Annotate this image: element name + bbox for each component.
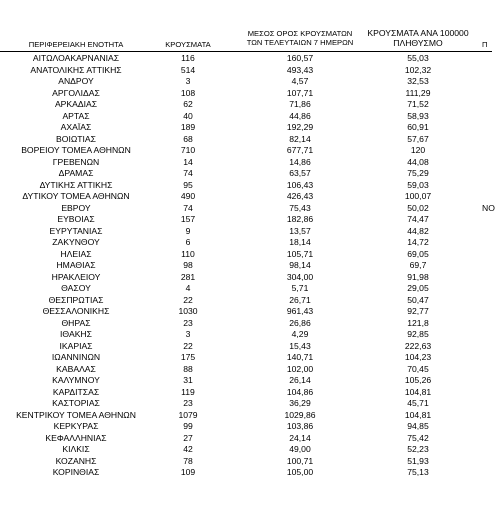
- cell-average-7-days: 4,57: [291, 76, 309, 86]
- cell-average-7-days: 105,00: [286, 467, 314, 477]
- cell-average-7-days: 102,00: [286, 363, 314, 374]
- cell-cases: 98: [183, 260, 193, 270]
- cell-cases: 88: [183, 363, 193, 374]
- cell-cases-per-100k: 75,42: [407, 432, 429, 443]
- cell-cases: 119: [181, 386, 195, 397]
- cell-region: ΑΙΤΩΛΟΑΚΑΡΝΑΝΙΑΣ: [32, 53, 120, 63]
- table-row: [0, 145, 492, 157]
- cell-average-7-days: 24,14: [289, 432, 311, 443]
- table-row: [0, 237, 492, 249]
- cell-region: ΘΑΣΟΥ: [61, 283, 91, 293]
- header-region: ΠΕΡΙΦΕΡΕΙΑΚΗ ΕΝΟΤΗΤΑ: [28, 40, 124, 49]
- header-average-line-1: ΜΕΣΟΣ ΟΡΟΣ ΚΡΟΥΣΜΑΤΩΝ: [247, 29, 353, 38]
- table-row: [0, 444, 492, 456]
- cell-region: ΑΝΔΡΟΥ: [58, 76, 94, 86]
- cell-cases: 3: [185, 76, 191, 86]
- cell-average-7-days: 140,71: [286, 352, 314, 362]
- cell-cases: 109: [180, 467, 196, 477]
- cell-cases-per-100k: 55,03: [407, 53, 429, 63]
- header-divider: [0, 51, 492, 52]
- table-row: [0, 272, 492, 284]
- cell-average-7-days: 75,43: [289, 202, 311, 213]
- cell-cases: 175: [180, 352, 196, 362]
- cell-cases: 490: [180, 191, 196, 201]
- table-row: [0, 122, 492, 134]
- cell-cases-per-100k: 59,03: [407, 179, 429, 190]
- cell-cases-per-100k: 57,67: [407, 133, 429, 144]
- table-row: [0, 260, 492, 272]
- cell-cases-per-100k: 32,53: [407, 76, 429, 86]
- cell-cases-per-100k: 91,98: [407, 271, 429, 282]
- cell-region: ΓΡΕΒΕΝΩΝ: [52, 156, 100, 167]
- table-row: [0, 329, 492, 341]
- cell-cases: 99: [183, 421, 193, 431]
- cell-region: ΚΑΛΥΜΝΟΥ: [52, 375, 100, 385]
- cell-cases-per-100k: 75,13: [407, 467, 429, 477]
- cell-average-7-days: 304,00: [286, 271, 314, 282]
- cell-cases-per-100k: 74,47: [407, 214, 429, 224]
- cell-region: ΑΡΚΑΔΙΑΣ: [54, 99, 98, 109]
- header-per-100k-line-1: ΚΡΟΥΣΜΑΤΑ ΑΝΑ 100000: [367, 28, 469, 38]
- cell-region: ΑΡΤΑΣ: [62, 110, 90, 121]
- cell-cases: 62: [183, 99, 193, 109]
- cell-average-7-days: 493,43: [286, 64, 314, 75]
- cell-average-7-days: 49,00: [289, 444, 311, 454]
- cell-cases-per-100k: 52,23: [407, 444, 429, 454]
- header-per-100k-line-2: ΠΛΗΘΥΣΜΟ: [393, 38, 443, 48]
- cell-cases: 31: [183, 375, 193, 385]
- cell-region: ΚΟΖΑΝΗΣ: [55, 455, 97, 466]
- cell-cases-per-100k: 92,77: [407, 306, 429, 316]
- table-row: [0, 433, 492, 445]
- cell-cases-per-100k: 94,85: [407, 421, 429, 431]
- table-row: [0, 168, 492, 180]
- header-cases-per-100k: [356, 28, 480, 48]
- cell-average-7-days: 5,71: [291, 283, 309, 293]
- cell-cases-per-100k: 121,8: [407, 317, 429, 328]
- cell-cases: 281: [180, 271, 196, 282]
- cell-region: ΚΕΡΚΥΡΑΣ: [53, 421, 99, 431]
- cell-average-7-days: 13,57: [289, 225, 311, 236]
- cell-average-7-days: 14,86: [289, 156, 311, 167]
- table-row: [0, 214, 492, 226]
- cell-region: ΕΒΡΟΥ: [61, 202, 91, 213]
- cell-cases-per-100k: 75,29: [407, 168, 429, 178]
- table-row: [0, 387, 492, 399]
- table-row: [0, 318, 492, 330]
- cell-region: ΘΕΣΣΑΛΟΝΙΚΗΣ: [42, 306, 110, 316]
- cell-cases-per-100k: 69,05: [407, 248, 429, 259]
- table-row: [0, 398, 492, 410]
- cell-cases: 710: [180, 145, 196, 155]
- cell-cases-per-100k: 29,05: [407, 283, 429, 293]
- cell-average-7-days: 26,71: [289, 294, 311, 305]
- cell-average-7-days: 1029,86: [284, 409, 316, 420]
- table-row: [0, 456, 492, 468]
- cell-cases: 514: [180, 64, 196, 75]
- cell-average-7-days: 426,43: [286, 191, 314, 201]
- cell-average-7-days: 44,86: [289, 110, 311, 121]
- cell-region: ΚΑΡΔΙΤΣΑΣ: [52, 386, 100, 397]
- cell-cases-per-100k: 44,08: [407, 156, 429, 167]
- cell-cases: 116: [181, 53, 195, 63]
- header-average-7-days: [244, 30, 356, 47]
- cell-cases-per-100k: 58,93: [407, 110, 429, 121]
- cell-cases-per-100k: 120: [410, 145, 426, 155]
- cell-cases-per-100k: 51,93: [407, 455, 429, 466]
- cell-cases-per-100k: 104,81: [404, 386, 432, 397]
- cell-cases-per-100k: 111,29: [405, 87, 431, 98]
- cell-region: ΘΗΡΑΣ: [61, 317, 91, 328]
- cell-cases: 3: [185, 329, 191, 339]
- cell-average-7-days: 104,86: [286, 386, 314, 397]
- table-row: [0, 364, 492, 376]
- cell-region: ΔΥΤΙΚΗΣ ΑΤΤΙΚΗΣ: [39, 179, 113, 190]
- cell-region: ΚΕΦΑΛΛΗΝΙΑΣ: [45, 432, 107, 443]
- cell-region: ΘΕΣΠΡΩΤΙΑΣ: [48, 294, 104, 305]
- cell-region: ΚΟΡΙΝΘΙΑΣ: [52, 467, 100, 477]
- cell-cases-per-100k: 14,72: [407, 237, 429, 247]
- cell-cases: 23: [183, 398, 193, 408]
- cell-region: ΗΛΕΙΑΣ: [60, 248, 92, 259]
- cell-cases: 95: [183, 179, 193, 190]
- cell-cases-per-100k: 44,82: [407, 225, 429, 236]
- cell-cases-per-100k: 104,81: [404, 409, 432, 420]
- cell-cases: 22: [183, 294, 193, 305]
- table-row: [0, 341, 492, 353]
- cell-region: ΚΑΣΤΟΡΙΑΣ: [52, 398, 100, 408]
- cell-region: ΙΚΑΡΙΑΣ: [59, 340, 93, 351]
- table-row: [0, 249, 492, 261]
- cell-region: ΚΑΒΑΛΑΣ: [56, 363, 96, 374]
- header-cases: ΚΡΟΥΣΜΑΤΑ: [165, 40, 211, 49]
- cell-region: ΙΩΑΝΝΙΝΩΝ: [51, 352, 101, 362]
- table-row: [0, 180, 492, 192]
- cell-region: ΕΥΒΟΙΑΣ: [57, 214, 95, 224]
- cell-average-7-days: 107,71: [286, 87, 314, 98]
- cell-cases: 6: [185, 237, 191, 247]
- table-row: [0, 88, 492, 100]
- table-row: [0, 134, 492, 146]
- cell-average-7-days: 71,86: [289, 99, 311, 109]
- cell-cases-per-100k: 222,63: [404, 340, 432, 351]
- cell-cases: 110: [181, 248, 195, 259]
- cell-cases: 40: [183, 110, 193, 121]
- cell-average-7-days: 82,14: [289, 133, 311, 144]
- cell-cases: 4: [185, 283, 191, 293]
- cell-average-7-days: 961,43: [286, 306, 314, 316]
- cell-cases-per-100k: 100,07: [404, 191, 432, 201]
- cell-cases: 22: [183, 340, 193, 351]
- table-row: [0, 53, 492, 65]
- cell-region: ΑΧΑΪΑΣ: [60, 122, 92, 132]
- cell-average-7-days: 106,43: [286, 179, 314, 190]
- cell-cases-per-100k: 45,71: [407, 398, 429, 408]
- cell-cases-per-100k: 71,52: [407, 99, 429, 109]
- cell-cases: 14: [183, 156, 193, 167]
- table-row: [0, 306, 492, 318]
- cell-cases-per-100k: 70,45: [407, 363, 429, 374]
- cell-cases-per-100k: 69,7: [409, 260, 427, 270]
- table-row: [0, 76, 492, 88]
- table-row: [0, 111, 492, 123]
- cell-average-7-days: 63,57: [289, 168, 311, 178]
- table-row: [0, 295, 492, 307]
- cell-cases: 27: [183, 432, 193, 443]
- cell-average-7-days: 677,71: [286, 145, 314, 155]
- cell-cases: 9: [185, 225, 191, 236]
- header-clipped-column: Π: [482, 40, 488, 49]
- cell-average-7-days: 98,14: [289, 260, 311, 270]
- table-row: [0, 283, 492, 295]
- cell-average-7-days: 26,86: [289, 317, 311, 328]
- cell-cases-per-100k: 102,32: [404, 64, 432, 75]
- table-row: [0, 352, 492, 364]
- cell-region: ΙΘΑΚΗΣ: [60, 329, 92, 339]
- cell-region: ΚΕΝΤΡΙΚΟΥ ΤΟΜΕΑ ΑΘΗΝΩΝ: [16, 409, 136, 420]
- cell-average-7-days: 26,14: [289, 375, 311, 385]
- cell-average-7-days: 15,43: [289, 340, 311, 351]
- cell-region: ΒΟΙΩΤΙΑΣ: [56, 133, 96, 144]
- cell-cases: 157: [180, 214, 196, 224]
- cell-average-7-days: 160,57: [286, 53, 314, 63]
- cell-cases-per-100k: 104,23: [404, 352, 432, 362]
- cell-average-7-days: 36,29: [289, 398, 311, 408]
- cell-region: ΑΝΑΤΟΛΙΚΗΣ ΑΤΤΙΚΗΣ: [30, 64, 122, 75]
- cell-region: ΒΟΡΕΙΟΥ ΤΟΜΕΑ ΑΘΗΝΩΝ: [21, 145, 131, 155]
- cell-region: ΔΥΤΙΚΟΥ ΤΟΜΕΑ ΑΘΗΝΩΝ: [22, 191, 130, 201]
- cell-cases-per-100k: 105,26: [404, 375, 432, 385]
- cell-region: ΔΡΑΜΑΣ: [58, 168, 94, 178]
- cell-cases: 68: [183, 133, 193, 144]
- table-row: [0, 467, 492, 479]
- cell-region: ΚΙΛΚΙΣ: [62, 444, 90, 454]
- table-row: [0, 421, 492, 433]
- cell-average-7-days: 18,14: [289, 237, 311, 247]
- cell-cases-per-100k: 50,02: [407, 202, 429, 213]
- cell-region: ΖΑΚΥΝΘΟΥ: [52, 237, 100, 247]
- cell-cases: 42: [183, 444, 193, 454]
- cell-cases: 1030: [178, 306, 198, 316]
- cell-cases-per-100k: 50,47: [407, 294, 429, 305]
- cell-average-7-days: 105,71: [286, 248, 314, 259]
- table-row: [0, 410, 492, 422]
- table-row: [0, 191, 492, 203]
- cell-cases: 74: [183, 168, 193, 178]
- cell-region: ΕΥΡΥΤΑΝΙΑΣ: [49, 225, 103, 236]
- cell-cases: 189: [180, 122, 196, 132]
- table-row: [0, 375, 492, 387]
- cell-cases: 74: [183, 202, 193, 213]
- cell-cases: 1079: [178, 409, 198, 420]
- cell-region: ΗΡΑΚΛΕΙΟΥ: [51, 271, 101, 282]
- cell-cases-per-100k: 92,85: [407, 329, 429, 339]
- table-row: [0, 99, 492, 111]
- cell-cases-per-100k: 60,91: [407, 122, 429, 132]
- cell-average-7-days: 4,29: [291, 329, 309, 339]
- cell-cases: 108: [180, 87, 196, 98]
- table-row: [0, 65, 492, 77]
- cell-cases: 78: [183, 455, 193, 466]
- header-average-line-2: ΤΩΝ ΤΕΛΕΥΤΑΙΩΝ 7 ΗΜΕΡΩΝ: [246, 37, 354, 47]
- cell-region: ΗΜΑΘΙΑΣ: [56, 260, 96, 270]
- table-row: [0, 226, 492, 238]
- table-row: [0, 202, 495, 215]
- cell-region: ΑΡΓΟΛΙΔΑΣ: [52, 87, 100, 98]
- cell-average-7-days: 182,86: [286, 214, 314, 224]
- cell-clipped-column: ΝΟ: [482, 202, 495, 213]
- cell-average-7-days: 192,29: [286, 122, 314, 132]
- cell-cases: 23: [183, 317, 193, 328]
- table-body: [0, 53, 495, 479]
- cell-average-7-days: 100,71: [286, 455, 314, 466]
- cell-average-7-days: 103,86: [286, 421, 314, 431]
- table-row: [0, 157, 492, 169]
